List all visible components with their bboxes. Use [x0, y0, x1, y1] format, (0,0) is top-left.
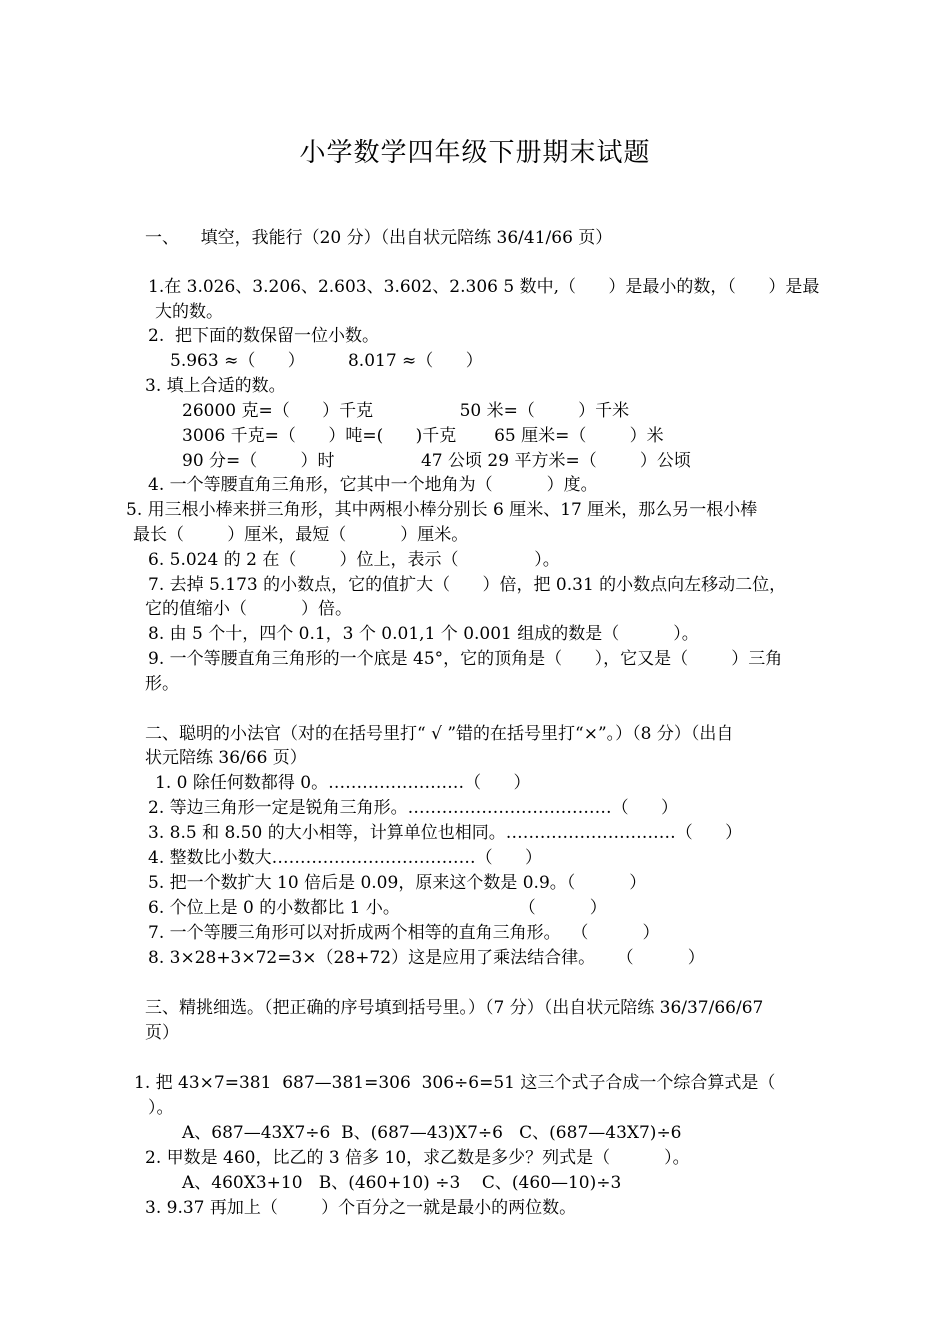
choice-question: 3. 9.37 再加上（ ）个百分之一就是最小的两位数。 [145, 1198, 577, 1218]
judge-item: 7. 一个等腰三角形可以对折成两个相等的直角三角形。 （ ） [148, 923, 660, 943]
question-line: 1.在 3.026、3.206、2.603、3.602、2.306 5 数中,（ ）是最小的数，（ ）是最 [148, 277, 820, 297]
question-line: 6. 5.024 的 2 在（ ）位上，表示（ ）。 [148, 550, 560, 570]
question-line: 最长（ ）厘米，最短（ ）厘米。 [133, 525, 469, 545]
choice-options: A、460X3+10 B、(460+10) ÷3 C、(460—10)÷3 [182, 1173, 622, 1193]
question-line: 7. 去掉 5.173 的小数点，它的值扩大（ ）倍，把 0.31 的小数点向左移动二位， [148, 575, 787, 595]
question-line: 8. 由 5 个十，四个 0.1，3 个 0.01,1 个 0.001 组成的数是（ ）。 [148, 624, 699, 644]
choice-question: 2. 甲数是 460，比乙的 3 倍多 10，求乙数是多少？列式是（ ）。 [145, 1148, 690, 1168]
section2-heading: 二、聪明的小法官（对的在括号里打“ √ ”错的在括号里打“×”。）（8 分）（出自 [145, 724, 734, 744]
section1-heading: 一、 填空，我能行（20 分）（出自状元陪练 36/41/66 页） [145, 228, 613, 248]
question-line: 4. 一个等腰直角三角形，它其中一个地角为（ ）度。 [148, 475, 598, 495]
choice-options: A、687—43X7÷6 B、(687—43)X7÷6 C、(687—43X7)÷6 [182, 1123, 682, 1143]
judge-item: 8. 3×28+3×72=3×（28+72）这是应用了乘法结合律。 （ ） [148, 948, 705, 968]
judge-item: 3. 8.5 和 8.50 的大小相等，计算单位也相同。…………………………（ ） [148, 823, 743, 843]
choice-question: ）。 [148, 1098, 174, 1118]
judge-item: 4. 整数比小数大………………………………（ ） [148, 848, 543, 868]
question-line: 大的数。 [155, 302, 223, 322]
choice-question: 1. 把 43×7=381 687—381=306 306÷6=51 这三个式子合成一个综合算式是（ [134, 1073, 776, 1093]
question-line: 它的值缩小（ ）倍。 [145, 599, 353, 619]
judge-item: 6. 个位上是 0 的小数都比 1 小。 （ ） [148, 898, 607, 918]
question-line: 26000 克=（ ）千克 50 米=（ ）千米 [182, 401, 630, 421]
section3-heading-cont: 页） [145, 1023, 179, 1043]
question-line: 90 分=（ ）时 47 公顷 29 平方米=（ ）公顷 [182, 451, 691, 471]
question-line: 5. 用三根小棒来拼三角形，其中两根小棒分别长 6 厘米、17 厘米，那么另一根小棒 [126, 500, 758, 520]
judge-item: 1. 0 除任何数都得 0。……………………（ ） [155, 773, 531, 793]
question-line: 2. 把下面的数保留一位小数。 [148, 326, 380, 346]
question-line: 3006 千克=（ ）吨=( )千克 65 厘米=（ ）米 [182, 426, 664, 446]
judge-item: 2. 等边三角形一定是锐角三角形。………………………………（ ） [148, 798, 679, 818]
question-line: 形。 [145, 674, 179, 694]
question-line: 5.963 ≈（ ） 8.017 ≈（ ） [170, 351, 483, 371]
page-title: 小学数学四年级下册期末试题 [299, 138, 651, 168]
section3-heading: 三、精挑细选。（把正确的序号填到括号里。）（7 分）（出自状元陪练 36/37/66/67 [145, 998, 764, 1018]
question-line: 9. 一个等腰直角三角形的一个底是 45°，它的顶角是（ ），它又是（ ）三角 [148, 649, 783, 669]
judge-item: 5. 把一个数扩大 10 倍后是 0.09，原来这个数是 0.9。（ ） [148, 873, 647, 893]
section2-heading-cont: 状元陪练 36/66 页） [145, 748, 307, 768]
question-line: 3. 填上合适的数。 [145, 376, 286, 396]
